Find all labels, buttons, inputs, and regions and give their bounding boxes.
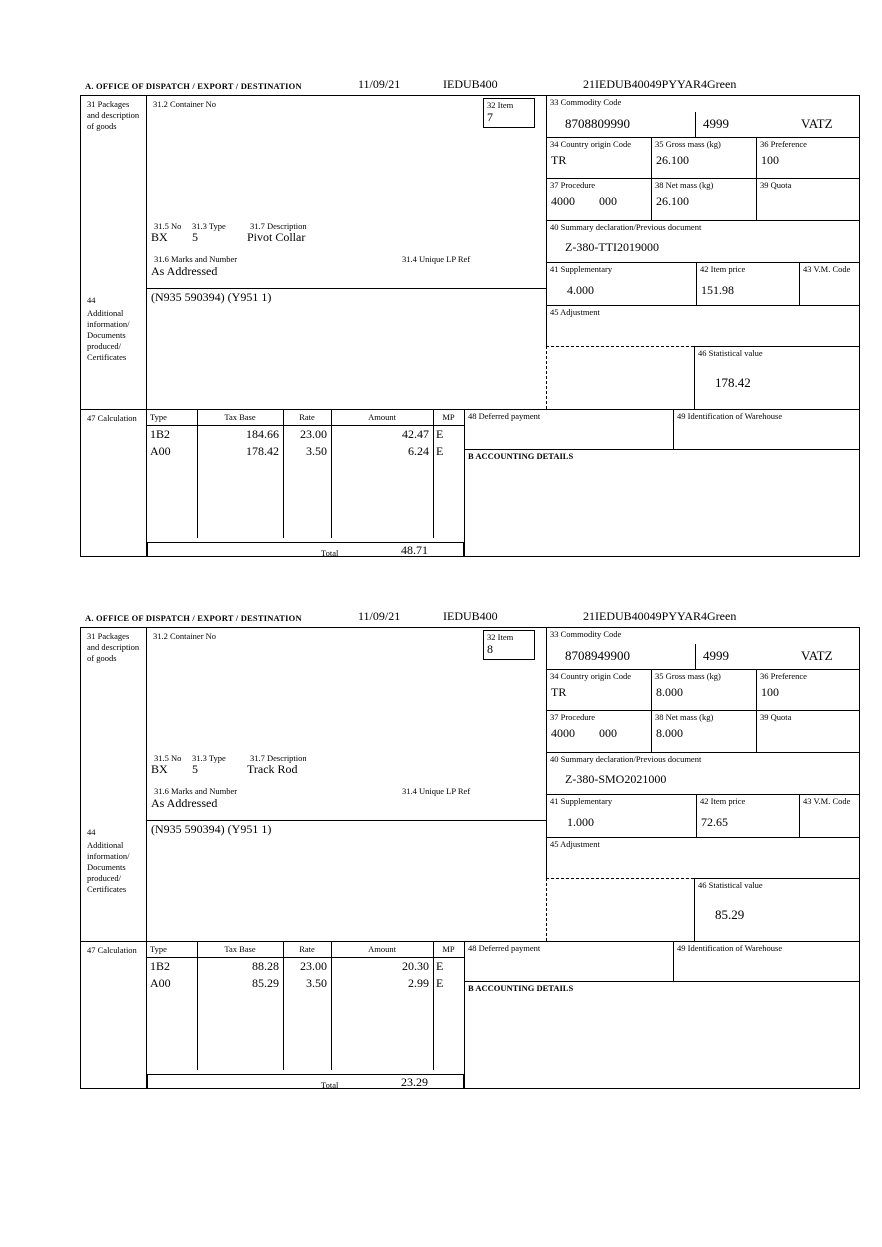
vm-code-cell — [799, 795, 860, 838]
procedure-values — [547, 724, 651, 741]
total-value: 23.29 — [401, 1075, 428, 1089]
box44-label — [84, 826, 144, 896]
previous-document-cell — [546, 221, 860, 263]
dashed-spacer-area — [546, 346, 694, 409]
dashed-spacer-area — [546, 878, 694, 941]
commodity-code2-value: 4999 — [703, 116, 729, 131]
calculation-region — [81, 409, 860, 557]
box46-label: 46 Statistical value — [698, 348, 763, 358]
col-type-header: Type — [150, 412, 167, 422]
box45-label: 45 Adjustment — [550, 307, 600, 317]
col-amount-header: Amount — [368, 412, 396, 422]
col-taxbase-header: Tax Base — [224, 412, 256, 422]
commodity-code-value: 8708949900 — [565, 648, 630, 663]
box47-label: 47 Calculation — [87, 413, 137, 423]
declaration-item-section — [0, 78, 882, 557]
package-number-value: BX — [151, 762, 168, 776]
declaration-form — [80, 95, 860, 557]
goods-description-value: Track Rod — [247, 762, 298, 776]
statistical-value-cell — [694, 878, 860, 941]
col-rate-header: Rate — [299, 412, 315, 422]
tax-rate: 3.50 — [306, 976, 327, 990]
warehouse-id-cell — [673, 410, 860, 450]
tax-mp: E — [436, 959, 444, 973]
statistical-value: 85.29 — [715, 907, 745, 922]
adjustment-cell — [546, 306, 860, 346]
declaration-item-section — [0, 610, 882, 1089]
box32-label: 32 Item — [487, 100, 514, 110]
accounting-details-cell — [464, 982, 860, 1089]
box48-label: 48 Deferred payment — [468, 943, 541, 953]
procedure-cell — [546, 179, 651, 221]
box41-label: 41 Supplementary — [550, 264, 613, 274]
calculation-row — [147, 445, 464, 462]
box42-label: 42 Item price — [700, 264, 746, 274]
box36-label: 36 Preference — [760, 139, 807, 149]
box41-label: 41 Supplementary — [550, 796, 613, 806]
calculation-region — [81, 941, 860, 1089]
commodity-code-divider — [695, 112, 696, 138]
office-of-dispatch-label: A. OFFICE OF DISPATCH / EXPORT / DESTINATION — [85, 613, 302, 623]
net-mass-cell — [651, 711, 756, 753]
additional-info-cell — [147, 821, 546, 941]
previous-document-cell — [546, 753, 860, 795]
tax-mp: E — [436, 976, 444, 990]
box44-number: 44 — [87, 295, 96, 305]
quota-cell — [756, 179, 860, 221]
calculation-row — [147, 428, 464, 445]
col-taxbase-header: Tax Base — [224, 944, 256, 954]
box37-label: 37 Procedure — [550, 180, 596, 190]
calculation-row — [147, 960, 464, 977]
tax-type: A00 — [150, 444, 171, 458]
container-no-cell — [147, 628, 546, 821]
box31-label: 31 Packages and description of goods — [87, 99, 140, 132]
box31-2-label: 31.2 Container No — [153, 631, 217, 641]
preference-cell — [756, 670, 860, 711]
box48-label: 48 Deferred payment — [468, 411, 541, 421]
tax-rate: 3.50 — [306, 444, 327, 458]
box47-label: 47 Calculation — [87, 945, 137, 955]
box49-label: 49 Identification of Warehouse — [677, 943, 783, 953]
accounting-details-cell — [464, 450, 860, 557]
box44-number: 44 — [87, 827, 96, 837]
box49-label: 49 Identification of Warehouse — [677, 411, 783, 421]
total-label: Total — [321, 548, 339, 557]
country-origin-value: TR — [551, 153, 567, 168]
previous-document-value: Z-380-SMO2021000 — [565, 772, 667, 787]
gross-mass-cell — [651, 138, 756, 179]
calculation-header-row — [147, 410, 464, 426]
box31-4-label: 31.4 Unique LP Ref — [402, 254, 471, 264]
box33-label: 33 Commodity Code — [550, 629, 622, 639]
total-row — [147, 1074, 464, 1089]
net-mass-value: 26.100 — [656, 194, 689, 209]
box44-text: Additional information/ Documents produced/ Certificates — [87, 840, 130, 895]
box33-label: 33 Commodity Code — [550, 97, 622, 107]
item-number-value: 7 — [487, 110, 493, 125]
goods-description-value: Pivot Collar — [247, 230, 306, 244]
col-mp-header: MP — [442, 412, 455, 422]
tax-base: 88.28 — [252, 959, 279, 973]
box31-5-label: 31.5 No — [154, 221, 182, 231]
additional-info-value: (N935 590394) (Y951 1) — [151, 822, 272, 836]
box45-label: 45 Adjustment — [550, 839, 600, 849]
commodity-code2-value: 4999 — [703, 648, 729, 663]
package-type-value: 5 — [192, 762, 198, 776]
country-origin-cell — [546, 670, 651, 711]
item-price-value: 151.98 — [701, 283, 734, 298]
gross-mass-value: 26.100 — [656, 153, 689, 168]
box39-label: 39 Quota — [760, 712, 792, 722]
calculation-row — [147, 977, 464, 994]
warehouse-id-cell — [673, 942, 860, 982]
tax-amount: 2.99 — [408, 976, 429, 990]
total-row — [147, 542, 464, 557]
marks-value: As Addressed — [151, 264, 218, 278]
box31-6-label: 31.6 Marks and Number — [154, 786, 238, 796]
tax-rate: 23.00 — [300, 959, 327, 973]
box44-label — [84, 294, 144, 364]
box31-5-label: 31.5 No — [154, 753, 182, 763]
box40-label: 40 Summary declaration/Previous document — [550, 222, 702, 232]
deferred-payment-cell — [464, 942, 673, 982]
box43-label: 43 V.M. Code — [803, 264, 851, 274]
gross-mass-value: 8.000 — [656, 685, 683, 700]
deferred-payment-cell — [464, 410, 673, 450]
item-price-cell — [696, 263, 799, 306]
vat-code-value: VATZ — [801, 116, 833, 131]
procedure-value: 4000 — [551, 726, 575, 741]
box31-3-label: 31.3 Type — [192, 221, 226, 231]
country-origin-cell — [546, 138, 651, 179]
item-price-cell — [696, 795, 799, 838]
package-type-value: 5 — [192, 230, 198, 244]
office-code: IEDUB400 — [443, 609, 498, 623]
declaration-date: 11/09/21 — [358, 77, 401, 91]
box34-label: 34 Country origin Code — [550, 671, 631, 681]
marks-value: As Addressed — [151, 796, 218, 810]
procedure-values — [547, 192, 651, 209]
preference-value: 100 — [761, 685, 779, 700]
tax-base: 85.29 — [252, 976, 279, 990]
commodity-code-divider — [695, 644, 696, 670]
box31-4-label: 31.4 Unique LP Ref — [402, 786, 471, 796]
tax-type: A00 — [150, 976, 171, 990]
accounting-details-label: B ACCOUNTING DETAILS — [468, 451, 574, 461]
declaration-reference: 21IEDUB40049PYYAR4Green — [583, 77, 737, 91]
tax-type: 1B2 — [150, 959, 171, 973]
box34-label: 34 Country origin Code — [550, 139, 631, 149]
total-label: Total — [321, 1080, 339, 1089]
col-rate-header: Rate — [299, 944, 315, 954]
box46-label: 46 Statistical value — [698, 880, 763, 890]
box31-6-label: 31.6 Marks and Number — [154, 254, 238, 264]
commodity-code-cell — [546, 96, 860, 138]
office-of-dispatch-label: A. OFFICE OF DISPATCH / EXPORT / DESTINATION — [85, 81, 302, 91]
procedure-cell — [546, 711, 651, 753]
box40-label: 40 Summary declaration/Previous document — [550, 754, 702, 764]
box39-label: 39 Quota — [760, 180, 792, 190]
box38-label: 38 Net mass (kg) — [655, 712, 714, 722]
tax-rate: 23.00 — [300, 427, 327, 441]
commodity-code-cell — [546, 628, 860, 670]
box43-label: 43 V.M. Code — [803, 796, 851, 806]
container-no-cell — [147, 96, 546, 289]
office-code: IEDUB400 — [443, 77, 498, 91]
item-number-box — [483, 98, 535, 128]
supplementary-cell — [546, 795, 696, 838]
tax-type: 1B2 — [150, 427, 171, 441]
package-number-value: BX — [151, 230, 168, 244]
section-header — [0, 78, 882, 95]
net-mass-cell — [651, 179, 756, 221]
item-price-value: 72.65 — [701, 815, 728, 830]
box31-label: 31 Packages and description of goods — [87, 631, 140, 664]
box31-3-label: 31.3 Type — [192, 753, 226, 763]
quota-cell — [756, 711, 860, 753]
box35-label: 35 Gross mass (kg) — [655, 139, 721, 149]
commodity-code-value: 8708809990 — [565, 116, 630, 131]
additional-info-cell — [147, 289, 546, 409]
supplementary-value: 4.000 — [567, 283, 594, 298]
calculation-header-row — [147, 942, 464, 958]
tax-base: 184.66 — [246, 427, 279, 441]
box38-label: 38 Net mass (kg) — [655, 180, 714, 190]
preference-cell — [756, 138, 860, 179]
section-header — [0, 610, 882, 627]
accounting-details-label: B ACCOUNTING DETAILS — [468, 983, 574, 993]
box35-label: 35 Gross mass (kg) — [655, 671, 721, 681]
gross-mass-cell — [651, 670, 756, 711]
country-origin-value: TR — [551, 685, 567, 700]
vm-code-cell — [799, 263, 860, 306]
col-type-header: Type — [150, 944, 167, 954]
net-mass-value: 8.000 — [656, 726, 683, 741]
tax-mp: E — [436, 427, 444, 441]
procedure-value-2: 000 — [599, 194, 617, 209]
box36-label: 36 Preference — [760, 671, 807, 681]
additional-info-value: (N935 590394) (Y951 1) — [151, 290, 272, 304]
previous-document-value: Z-380-TTI2019000 — [565, 240, 659, 255]
calculation-table — [147, 942, 464, 1070]
statistical-value: 178.42 — [715, 375, 751, 390]
procedure-value: 4000 — [551, 194, 575, 209]
tax-base: 178.42 — [246, 444, 279, 458]
supplementary-value: 1.000 — [567, 815, 594, 830]
declaration-date: 11/09/21 — [358, 609, 401, 623]
declaration-reference: 21IEDUB40049PYYAR4Green — [583, 609, 737, 623]
adjustment-cell — [546, 838, 860, 878]
col-mp-header: MP — [442, 944, 455, 954]
declaration-pages — [0, 78, 882, 1089]
box32-label: 32 Item — [487, 632, 514, 642]
tax-amount: 6.24 — [408, 444, 429, 458]
calculation-table — [147, 410, 464, 538]
box42-label: 42 Item price — [700, 796, 746, 806]
item-number-box — [483, 630, 535, 660]
declaration-form — [80, 627, 860, 1089]
box31-7-label: 31.7 Description — [250, 221, 307, 231]
box37-label: 37 Procedure — [550, 712, 596, 722]
item-number-value: 8 — [487, 642, 493, 657]
col-amount-header: Amount — [368, 944, 396, 954]
box31-7-label: 31.7 Description — [250, 753, 307, 763]
vat-code-value: VATZ — [801, 648, 833, 663]
tax-amount: 42.47 — [402, 427, 429, 441]
box44-text: Additional information/ Documents produced/ Certificates — [87, 308, 130, 363]
statistical-value-cell — [694, 346, 860, 409]
tax-amount: 20.30 — [402, 959, 429, 973]
preference-value: 100 — [761, 153, 779, 168]
box31-2-label: 31.2 Container No — [153, 99, 217, 109]
total-value: 48.71 — [401, 543, 428, 557]
supplementary-cell — [546, 263, 696, 306]
tax-mp: E — [436, 444, 444, 458]
procedure-value-2: 000 — [599, 726, 617, 741]
